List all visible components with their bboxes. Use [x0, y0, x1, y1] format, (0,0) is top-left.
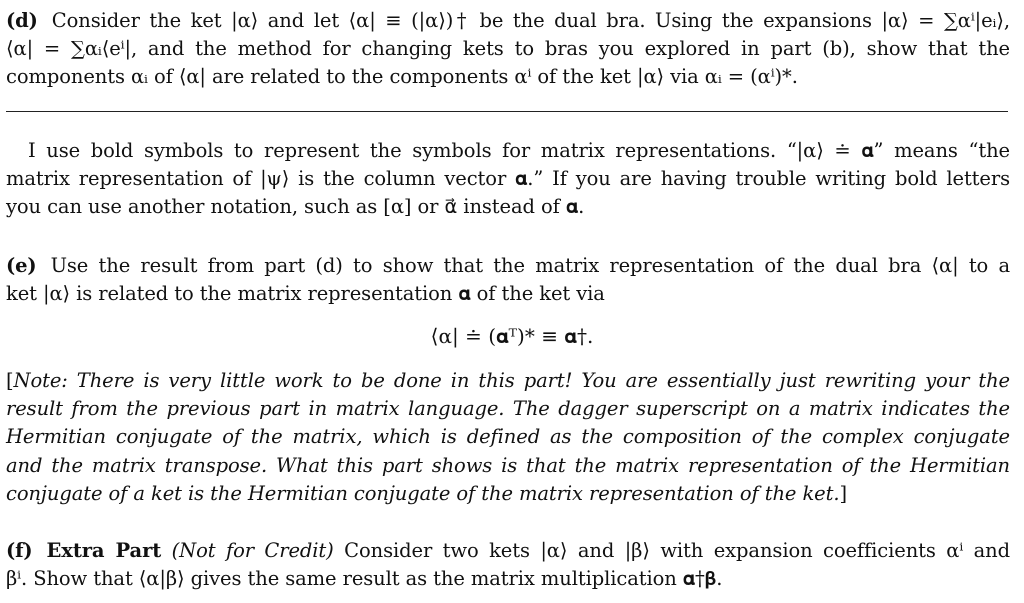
- part-f-line-2: βⁱ. Show that ⟨α|β⟩ gives the same result as the matrix multiplication 𝛂†𝛃.: [6, 567, 723, 591]
- part-d: [6, 7, 1010, 92]
- note-line-2: result from the previous part in matrix language. The dagger superscript on a matrix indicates the: [6, 397, 1010, 421]
- part-d-line-3: components αᵢ of ⟨α| are related to the components αⁱ of the ket |α⟩ via αᵢ = (αⁱ)*.: [6, 65, 798, 89]
- part-e-label: (e): [6, 254, 37, 277]
- section-divider: [6, 111, 1008, 112]
- part-f-title: Extra Part: [46, 539, 162, 562]
- note-close-bracket: ]: [839, 481, 847, 505]
- note-line-3: Hermitian conjugate of the matrix, which is defined as the composition of the complex conjugate: [6, 425, 1010, 449]
- part-e: [6, 252, 1010, 308]
- part-e-line-2: ket |α⟩ is related to the matrix representation 𝛂 of the ket via: [6, 282, 605, 306]
- note-text-5: conjugate of a ket is the Hermitian conjugate of the matrix representation of the ket.: [6, 481, 840, 505]
- notation-line-1: I use bold symbols to represent the symbols for matrix representations. “|α⟩ ≐ 𝛂” means “the: [28, 139, 1010, 162]
- part-e-text-1: Use the result from part (d) to show that the matrix representation of the dual bra ⟨α| to a: [50, 254, 1010, 277]
- note-line-4: and the matrix transpose. What this part shows is that the matrix representation of the Hermitian: [6, 453, 1010, 477]
- part-f-text-1: Consider two kets |α⟩ and |β⟩ with expansion coefficients αⁱ and: [344, 539, 1010, 562]
- part-d-label: (d): [6, 9, 38, 32]
- part-d-line-1: [6, 7, 1010, 35]
- notation-line-3: you can use another notation, such as [α] or α⃗ instead of 𝛂.: [6, 195, 585, 219]
- part-e-line-1: [6, 252, 1010, 280]
- part-f-label: (f): [6, 539, 33, 562]
- part-e-note: [6, 367, 1010, 508]
- part-f: [6, 537, 1010, 593]
- notation-line-2: matrix representation of |ψ⟩ is the column vector 𝛂.” If you are having trouble writing bold letters: [6, 167, 1010, 191]
- note-line-5: [6, 480, 1010, 508]
- part-f-line-1: [6, 537, 1010, 565]
- part-d-text-1: Consider the ket |α⟩ and let ⟨α| ≡ (|α⟩)† be the dual bra. Using the expansions |α⟩ = ∑αⁱ|eᵢ⟩,: [51, 9, 1010, 32]
- note-open-bracket: [: [6, 369, 14, 392]
- note-text-1: Note: There is very little work to be done in this part! You are essentially just rewriting your the: [13, 369, 1010, 392]
- notation-note: [6, 137, 1010, 222]
- part-f-credit: (Not for Credit): [171, 539, 334, 562]
- note-line-1: [6, 367, 1010, 395]
- part-d-line-2: ⟨α| = ∑αᵢ⟨eⁱ|, and the method for changing kets to bras you explored in part (b), show that the: [6, 37, 1010, 61]
- part-e-equation: ⟨α| ≐ (𝛂ᵀ)* ≡ 𝛂†.: [430, 324, 594, 348]
